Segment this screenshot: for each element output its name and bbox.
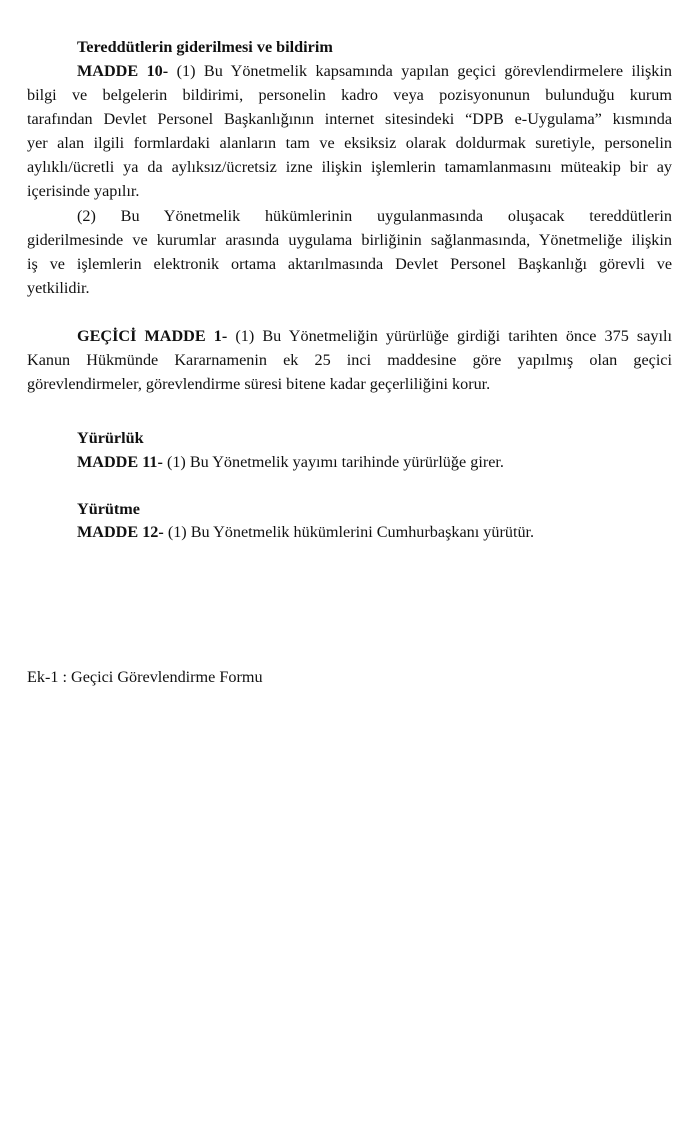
section-12-heading: Yürütme xyxy=(77,500,140,518)
temporary-article-line: görevlendirmeler, görevlendirme süresi bitene kadar geçerliliğini korur. xyxy=(27,375,491,393)
article-10-para2-line: (2) Bu Yönetmelik hükümlerinin uygulanmasında oluşacak tereddütlerin xyxy=(77,207,672,225)
article-12-label: MADDE 12- xyxy=(77,523,164,541)
article-11-label: MADDE 11- xyxy=(77,453,163,471)
article-10-para2-line: iş ve işlemlerin elektronik ortama aktarılmasında Devlet Personel Başkanlığı görevli ve xyxy=(27,255,672,273)
article-10-para1-line: içerisinde yapılır. xyxy=(27,182,140,200)
section-11-heading: Yürürlük xyxy=(77,429,144,447)
article-12-text: MADDE 12- (1) Bu Yönetmelik hükümlerini Cumhurbaşkanı yürütür. xyxy=(77,523,535,541)
article-10-para1-line: bilgi ve belgelerin bildirimi, personelin kadro veya pozisyonunun bulunduğu kurum xyxy=(27,86,672,104)
article-10-label: MADDE 10- xyxy=(77,62,169,80)
article-11-text: MADDE 11- (1) Bu Yönetmelik yayımı tarihinde yürürlüğe girer. xyxy=(77,453,504,471)
section-10-heading: Tereddütlerin giderilmesi ve bildirim xyxy=(77,38,333,56)
article-10-para2-line: yetkilidir. xyxy=(27,279,90,297)
article-10-para1-line: MADDE 10- (1) Bu Yönetmelik kapsamında yapılan geçici görevlendirmelere ilişkin xyxy=(77,62,672,80)
article-10-para1-line: yer alan ilgili formlardaki alanların tam ve eksiksiz olarak doldurmak suretiyle, personelin xyxy=(27,134,672,152)
article-10-para2-line: giderilmesinde ve kurumlar arasında uygulama birliğinin sağlanmasında, Yönetmeliğe ilişkin xyxy=(27,231,672,249)
temporary-article-line: GEÇİCİ MADDE 1- (1) Bu Yönetmeliğin yürürlüğe girdiği tarihten önce 375 sayılı xyxy=(77,327,672,345)
annex-reference: Ek-1 : Geçici Görevlendirme Formu xyxy=(27,668,263,686)
temporary-article-label: GEÇİCİ MADDE 1- xyxy=(77,327,228,345)
article-10-para1-line: aylıklı/ücretli ya da aylıksız/ücretsiz izne ilişkin işlemlerin tamamlanmasını müteakip bir ay xyxy=(27,158,672,176)
article-10-para1-line: tarafından Devlet Personel Başkanlığının internet sitesindeki “DPB e-Uygulama” kısmında xyxy=(27,110,672,128)
temporary-article-line: Kanun Hükmünde Kararnamenin ek 25 inci maddesine göre yapılmış olan geçici xyxy=(27,351,672,369)
